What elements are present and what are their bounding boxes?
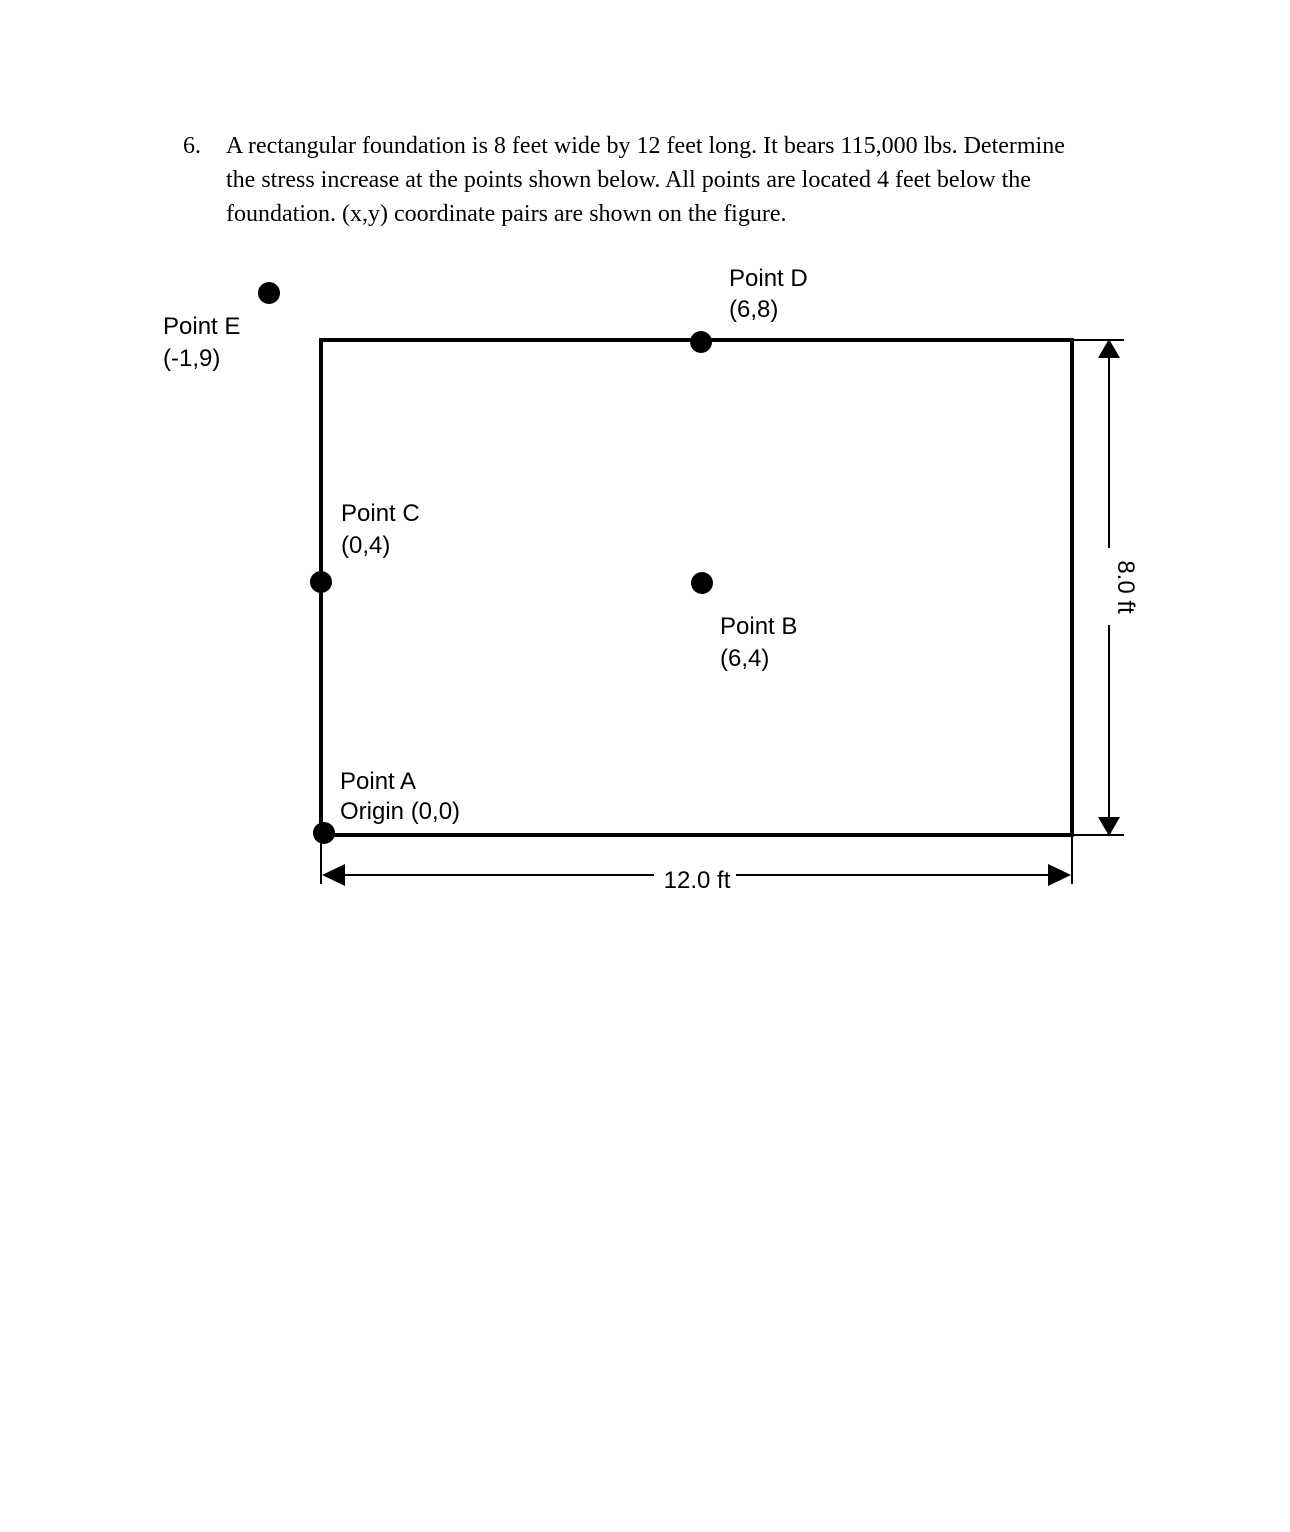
- problem-line-3: foundation. (x,y) coordinate pairs are shown on the figure.: [226, 201, 787, 227]
- dimension-vertical-label: 8.0 ft: [1112, 560, 1139, 614]
- horizontal-dimension: [321, 835, 1072, 894]
- point-c: [310, 500, 420, 593]
- problem-line-1: A rectangular foundation is 8 feet wide by 12 feet long. It bears 115,000 lbs. Determine: [226, 133, 1065, 159]
- point-e: [163, 282, 280, 372]
- point-a-name: Point A: [340, 768, 417, 795]
- point-a-coord: Origin (0,0): [340, 798, 461, 825]
- point-e-coord: (-1,9): [163, 345, 221, 372]
- vertical-dimension: [1072, 339, 1139, 836]
- problem-number: 6.: [183, 133, 201, 159]
- point-b-name: Point B: [720, 613, 798, 640]
- point-d-name: Point D: [729, 265, 808, 292]
- point-c-name: Point C: [341, 500, 420, 527]
- point-b-coord: (6,4): [720, 645, 770, 672]
- problem-line-2: the stress increase at the points shown below. All points are located 4 feet below the: [226, 167, 1031, 193]
- point-b-marker: [691, 572, 713, 594]
- point-d-marker: [690, 331, 712, 353]
- point-b: [691, 572, 797, 672]
- dimension-horizontal-label: 12.0 ft: [663, 867, 731, 894]
- arrowhead-left-icon: [322, 864, 345, 886]
- arrowhead-down-icon: [1098, 817, 1120, 836]
- point-d-coord: (6,8): [729, 296, 779, 323]
- point-a-marker: [313, 822, 335, 844]
- point-e-marker: [258, 282, 280, 304]
- arrowhead-right-icon: [1048, 864, 1071, 886]
- arrowhead-up-icon: [1098, 339, 1120, 358]
- point-a: [313, 768, 460, 844]
- point-c-marker: [310, 571, 332, 593]
- point-c-coord: (0,4): [341, 532, 391, 559]
- point-e-name: Point E: [163, 313, 241, 340]
